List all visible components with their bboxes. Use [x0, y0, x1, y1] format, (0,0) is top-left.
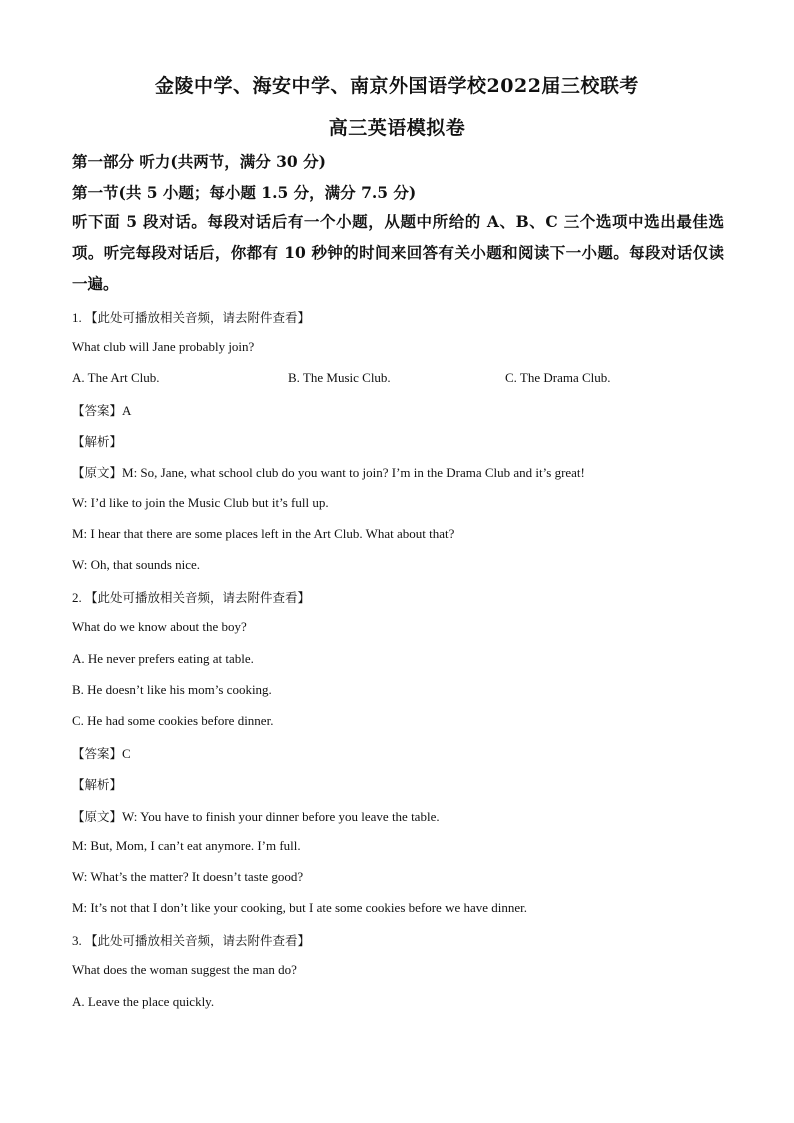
question-1-option-a: A. The Art Club. [72, 370, 160, 385]
question-1-transcript-line: W: I’d like to join the Music Club but it’s full up. [72, 495, 329, 510]
transcript-text: M: So, Jane, what school club do you want to join? I’m in the Drama Club and it’s great! [122, 465, 585, 480]
question-1-option-b: B. The Music Club. [288, 370, 391, 385]
question-number: 2. [72, 590, 82, 605]
question-1-header [72, 308, 310, 326]
transcript-text: W: You have to finish your dinner before you leave the table. [122, 809, 440, 824]
question-number: 1. [72, 310, 82, 325]
answer-label: 【答案】 [72, 746, 123, 761]
question-1-analysis [72, 432, 122, 450]
question-2-transcript-line: M: But, Mom, I can’t eat anymore. I’m full. [72, 838, 301, 853]
subsection-heading: 第一节(共 5 小题；每小题 1.5 分，满分 7.5 分) [72, 183, 417, 202]
question-2-text: What do we know about the boy? [72, 619, 247, 634]
question-1-option-c: C. The Drama Club. [505, 370, 611, 385]
question-2-header [72, 588, 310, 606]
original-label: 【原文】 [72, 465, 123, 480]
question-2-option-c: C. He had some cookies before dinner. [72, 713, 274, 728]
exam-title: 金陵中学、海安中学、南京外国语学校2022届三校联考 [155, 75, 639, 97]
question-1-transcript-line [72, 463, 585, 481]
exam-subtitle: 高三英语模拟卷 [328, 117, 466, 139]
question-3-text: What does the woman suggest the man do? [72, 962, 297, 977]
question-1-answer [72, 401, 131, 419]
answer-value: C [122, 746, 131, 761]
question-number: 3. [72, 933, 82, 948]
section-part-heading: 第一部分 听力(共两节，满分 30 分) [72, 152, 326, 171]
question-3-option-a: A. Leave the place quickly. [72, 994, 215, 1009]
audio-note[interactable]: 【此处可播放相关音频，请去附件查看】 [85, 310, 311, 325]
question-2-analysis [72, 775, 122, 793]
question-2-answer [72, 744, 131, 762]
question-2-transcript-line: M: It’s not that I don’t like your cooking, but I ate some cookies before we have dinner. [72, 900, 528, 915]
audio-note[interactable]: 【此处可播放相关音频，请去附件查看】 [85, 933, 311, 948]
audio-note[interactable]: 【此处可播放相关音频，请去附件查看】 [85, 590, 311, 605]
question-1-text: What club will Jane probably join? [72, 339, 255, 354]
question-3-header [72, 931, 310, 949]
original-label: 【原文】 [72, 809, 123, 824]
analysis-label: 【解析】 [72, 777, 123, 792]
question-1-transcript-line: W: Oh, that sounds nice. [72, 557, 201, 572]
answer-label: 【答案】 [72, 403, 123, 418]
answer-value: A [122, 403, 132, 418]
analysis-label: 【解析】 [72, 434, 123, 449]
question-2-transcript-line [72, 807, 440, 825]
question-2-transcript-line: W: What’s the matter? It doesn’t taste good? [72, 869, 304, 884]
question-2-option-b: B. He doesn’t like his mom’s cooking. [72, 682, 272, 697]
question-2-option-a: A. He never prefers eating at table. [72, 651, 254, 666]
question-1-transcript-line: M: I hear that there are some places left in the Art Club. What about that? [72, 526, 455, 541]
section-instructions: 听下面 5 段对话。每段对话后有一个小题，从题中所给的 A、B、C 三个选项中选出最佳选项。听完每段对话后，你都有 10 秒钟的时间来回答有关小题和阅读下一小题。每段对话仅读一遍。 [72, 212, 724, 293]
